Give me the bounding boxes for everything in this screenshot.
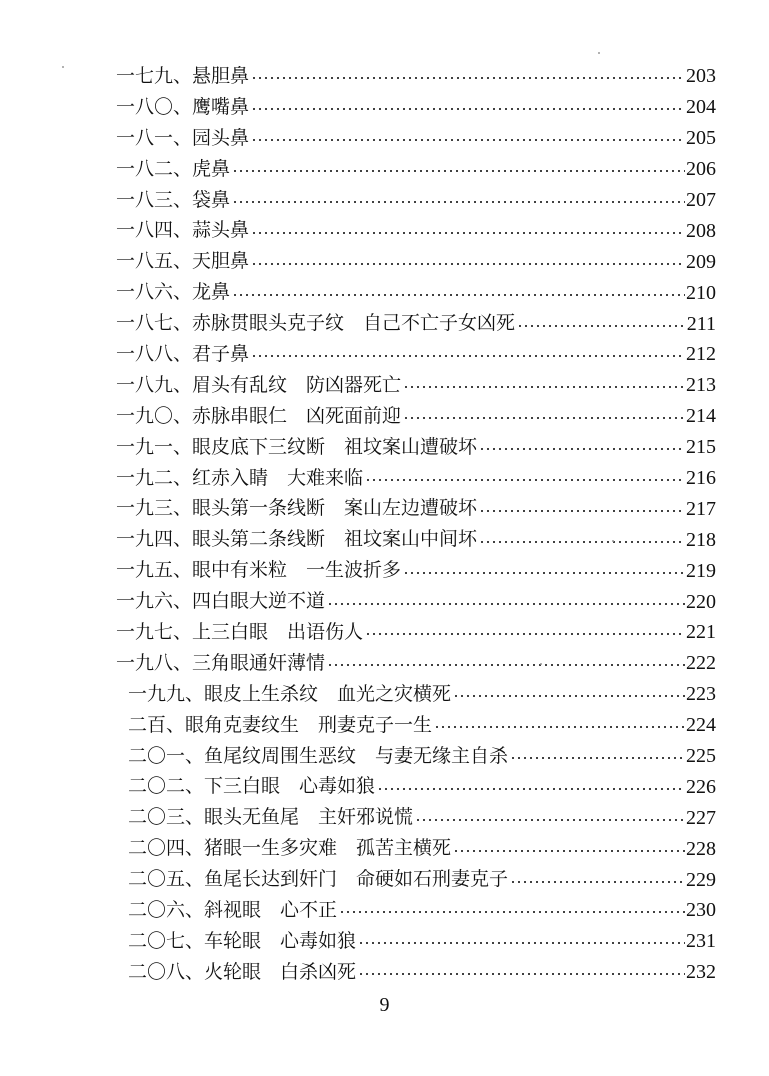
dot-leader xyxy=(510,880,685,884)
entry-page-number: 206 xyxy=(686,158,716,181)
entry-number: 一九九、 xyxy=(128,682,205,705)
dot-leader xyxy=(251,107,685,111)
entry-number: 一九五、 xyxy=(116,559,193,582)
entry-page-number: 216 xyxy=(686,467,716,490)
dot-leader xyxy=(251,262,685,266)
entry-title: 眼角克妻纹生 刑妻克子一生 xyxy=(185,713,433,736)
entry-number: 二〇一、 xyxy=(128,744,205,767)
entry-number: 一九二、 xyxy=(116,466,193,489)
entry-number: 一九四、 xyxy=(116,528,193,551)
toc-entry xyxy=(116,555,716,586)
entry-title: 赤脉串眼仁 凶死面前迎 xyxy=(192,404,402,427)
dot-leader xyxy=(479,540,685,544)
entry-page-number: 205 xyxy=(686,127,716,150)
dot-leader xyxy=(434,725,685,729)
dot-leader xyxy=(453,849,685,853)
entry-page-number: 208 xyxy=(686,219,716,242)
toc-entry xyxy=(116,123,716,154)
dot-leader xyxy=(365,632,685,636)
dot-leader xyxy=(403,416,685,420)
dot-leader xyxy=(510,756,685,760)
entry-title: 下三白眼 心毒如狼 xyxy=(204,775,376,798)
dot-leader xyxy=(479,447,685,451)
table-of-contents xyxy=(116,61,716,988)
entry-page-number: 223 xyxy=(686,683,716,706)
toc-entry xyxy=(116,741,716,772)
dot-leader xyxy=(358,972,685,976)
entry-title: 眼皮底下三纹断 祖坟案山遭破坏 xyxy=(192,435,478,458)
entry-title: 猪眼一生多灾难 孤苦主横死 xyxy=(204,837,452,860)
dot-leader xyxy=(232,200,685,204)
dot-leader xyxy=(415,818,685,822)
page-number: 9 xyxy=(379,994,390,1016)
toc-entry xyxy=(116,586,716,617)
entry-number: 一八四、 xyxy=(116,219,193,242)
entry-number: 一八九、 xyxy=(116,373,193,396)
entry-page-number: 221 xyxy=(686,621,716,644)
entry-number: 二〇六、 xyxy=(128,898,205,921)
entry-title: 上三白眼 出语伤人 xyxy=(192,620,364,643)
dot-leader xyxy=(251,231,685,235)
toc-entry xyxy=(116,432,716,463)
toc-entry xyxy=(116,401,716,432)
entry-number: 二〇八、 xyxy=(128,960,205,983)
toc-entry xyxy=(116,92,716,123)
scan-speck xyxy=(62,66,64,68)
entry-number: 一九八、 xyxy=(116,651,193,674)
entry-title: 君子鼻 xyxy=(192,342,250,365)
entry-page-number: 211 xyxy=(686,312,716,335)
entry-title: 园头鼻 xyxy=(192,126,250,149)
dot-leader xyxy=(232,293,685,297)
dot-leader xyxy=(251,354,685,358)
entry-number: 二〇四、 xyxy=(128,837,205,860)
entry-title: 蒜头鼻 xyxy=(192,219,250,242)
entry-page-number: 217 xyxy=(686,497,716,520)
entry-page-number: 209 xyxy=(686,250,716,273)
dot-leader xyxy=(251,138,685,142)
toc-entry xyxy=(116,957,716,988)
entry-number: 一八三、 xyxy=(116,188,193,211)
entry-number: 一八六、 xyxy=(116,281,193,304)
entry-title: 鱼尾长达到奸门 命硬如石刑妻克子 xyxy=(204,868,509,891)
dot-leader xyxy=(251,76,685,80)
entry-title: 眉头有乱纹 防凶器死亡 xyxy=(192,373,402,396)
entry-number: 一九三、 xyxy=(116,497,193,520)
dot-leader xyxy=(232,169,685,173)
entry-number: 二〇三、 xyxy=(128,806,205,829)
dot-leader xyxy=(365,478,685,482)
toc-entry xyxy=(116,339,716,370)
toc-entry xyxy=(116,277,716,308)
entry-title: 鱼尾纹周围生恶纹 与妻无缘主自杀 xyxy=(204,744,509,767)
dot-leader xyxy=(403,385,685,389)
entry-title: 眼头第二条线断 祖坟案山中间坏 xyxy=(192,528,478,551)
toc-entry xyxy=(116,154,716,185)
entry-page-number: 220 xyxy=(686,590,716,613)
toc-entry xyxy=(116,246,716,277)
entry-number: 一九七、 xyxy=(116,620,193,643)
dot-leader xyxy=(339,910,685,914)
dot-leader xyxy=(517,324,686,328)
toc-entry xyxy=(116,710,716,741)
toc-entry xyxy=(116,185,716,216)
entry-number: 一八二、 xyxy=(116,157,193,180)
dot-leader xyxy=(377,787,685,791)
entry-title: 虎鼻 xyxy=(192,157,231,180)
entry-title: 天胆鼻 xyxy=(192,250,250,273)
entry-page-number: 230 xyxy=(686,899,716,922)
toc-entry xyxy=(116,648,716,679)
entry-number: 一九六、 xyxy=(116,590,193,613)
entry-page-number: 229 xyxy=(686,868,716,891)
entry-page-number: 222 xyxy=(686,652,716,675)
entry-number: 一八五、 xyxy=(116,250,193,273)
entry-page-number: 210 xyxy=(686,281,716,304)
scan-speck xyxy=(612,540,614,542)
entry-title: 眼头无鱼尾 主奸邪说慌 xyxy=(204,806,414,829)
toc-entry xyxy=(116,895,716,926)
entry-title: 红赤入睛 大难来临 xyxy=(192,466,364,489)
toc-entry xyxy=(116,463,716,494)
scan-speck xyxy=(540,663,542,665)
dot-leader xyxy=(327,602,685,606)
entry-number: 一八〇、 xyxy=(116,95,193,118)
scan-speck xyxy=(598,52,600,54)
toc-entry xyxy=(116,833,716,864)
entry-number: 二〇二、 xyxy=(128,775,205,798)
entry-page-number: 226 xyxy=(686,775,716,798)
entry-number: 一九〇、 xyxy=(116,404,193,427)
toc-entry xyxy=(116,370,716,401)
entry-number: 一八一、 xyxy=(116,126,193,149)
entry-number: 一八七、 xyxy=(116,312,193,335)
entry-title: 悬胆鼻 xyxy=(192,64,250,87)
toc-entry xyxy=(116,308,716,339)
entry-page-number: 225 xyxy=(686,745,716,768)
entry-title: 赤脉贯眼头克子纹 自己不亡子女凶死 xyxy=(192,312,516,335)
toc-entry xyxy=(116,802,716,833)
toc-entry xyxy=(116,493,716,524)
entry-page-number: 231 xyxy=(686,930,716,953)
entry-page-number: 219 xyxy=(686,559,716,582)
entry-number: 一九一、 xyxy=(116,435,193,458)
entry-title: 袋鼻 xyxy=(192,188,231,211)
entry-page-number: 214 xyxy=(686,405,716,428)
entry-page-number: 212 xyxy=(686,343,716,366)
dot-leader xyxy=(403,571,685,575)
entry-page-number: 227 xyxy=(686,806,716,829)
toc-entry xyxy=(116,524,716,555)
dot-leader xyxy=(358,941,685,945)
entry-title: 车轮眼 心毒如狼 xyxy=(204,929,357,952)
entry-number: 一八八、 xyxy=(116,342,193,365)
entry-page-number: 213 xyxy=(686,374,716,397)
entry-page-number: 215 xyxy=(686,436,716,459)
entry-title: 龙鼻 xyxy=(192,281,231,304)
toc-entry xyxy=(116,679,716,710)
toc-entry xyxy=(116,215,716,246)
toc-entry xyxy=(116,61,716,92)
entry-page-number: 224 xyxy=(686,714,716,737)
entry-title: 火轮眼 白杀凶死 xyxy=(204,960,357,983)
entry-page-number: 228 xyxy=(686,837,716,860)
entry-title: 眼头第一条线断 案山左边遭破坏 xyxy=(192,497,478,520)
dot-leader xyxy=(453,694,685,698)
entry-title: 四白眼大逆不道 xyxy=(192,590,326,613)
toc-entry xyxy=(116,617,716,648)
entry-page-number: 203 xyxy=(686,65,716,88)
entry-page-number: 218 xyxy=(686,528,716,551)
entry-number: 二百、 xyxy=(128,713,186,736)
dot-leader xyxy=(327,663,685,667)
entry-page-number: 207 xyxy=(686,189,716,211)
entry-title: 眼中有米粒 一生波折多 xyxy=(192,559,402,582)
entry-page-number: 232 xyxy=(686,961,716,984)
entry-title: 斜视眼 心不正 xyxy=(204,898,338,921)
entry-number: 二〇五、 xyxy=(128,868,205,891)
toc-entry xyxy=(116,771,716,802)
dot-leader xyxy=(479,509,685,513)
entry-title: 三角眼通奸薄情 xyxy=(192,651,326,674)
toc-entry xyxy=(116,864,716,895)
toc-entry xyxy=(116,926,716,957)
entry-title: 鹰嘴鼻 xyxy=(192,95,250,118)
entry-number: 二〇七、 xyxy=(128,929,205,952)
entry-page-number: 204 xyxy=(686,96,716,119)
entry-number: 一七九、 xyxy=(116,64,193,87)
entry-title: 眼皮上生杀纹 血光之灾横死 xyxy=(204,682,452,705)
